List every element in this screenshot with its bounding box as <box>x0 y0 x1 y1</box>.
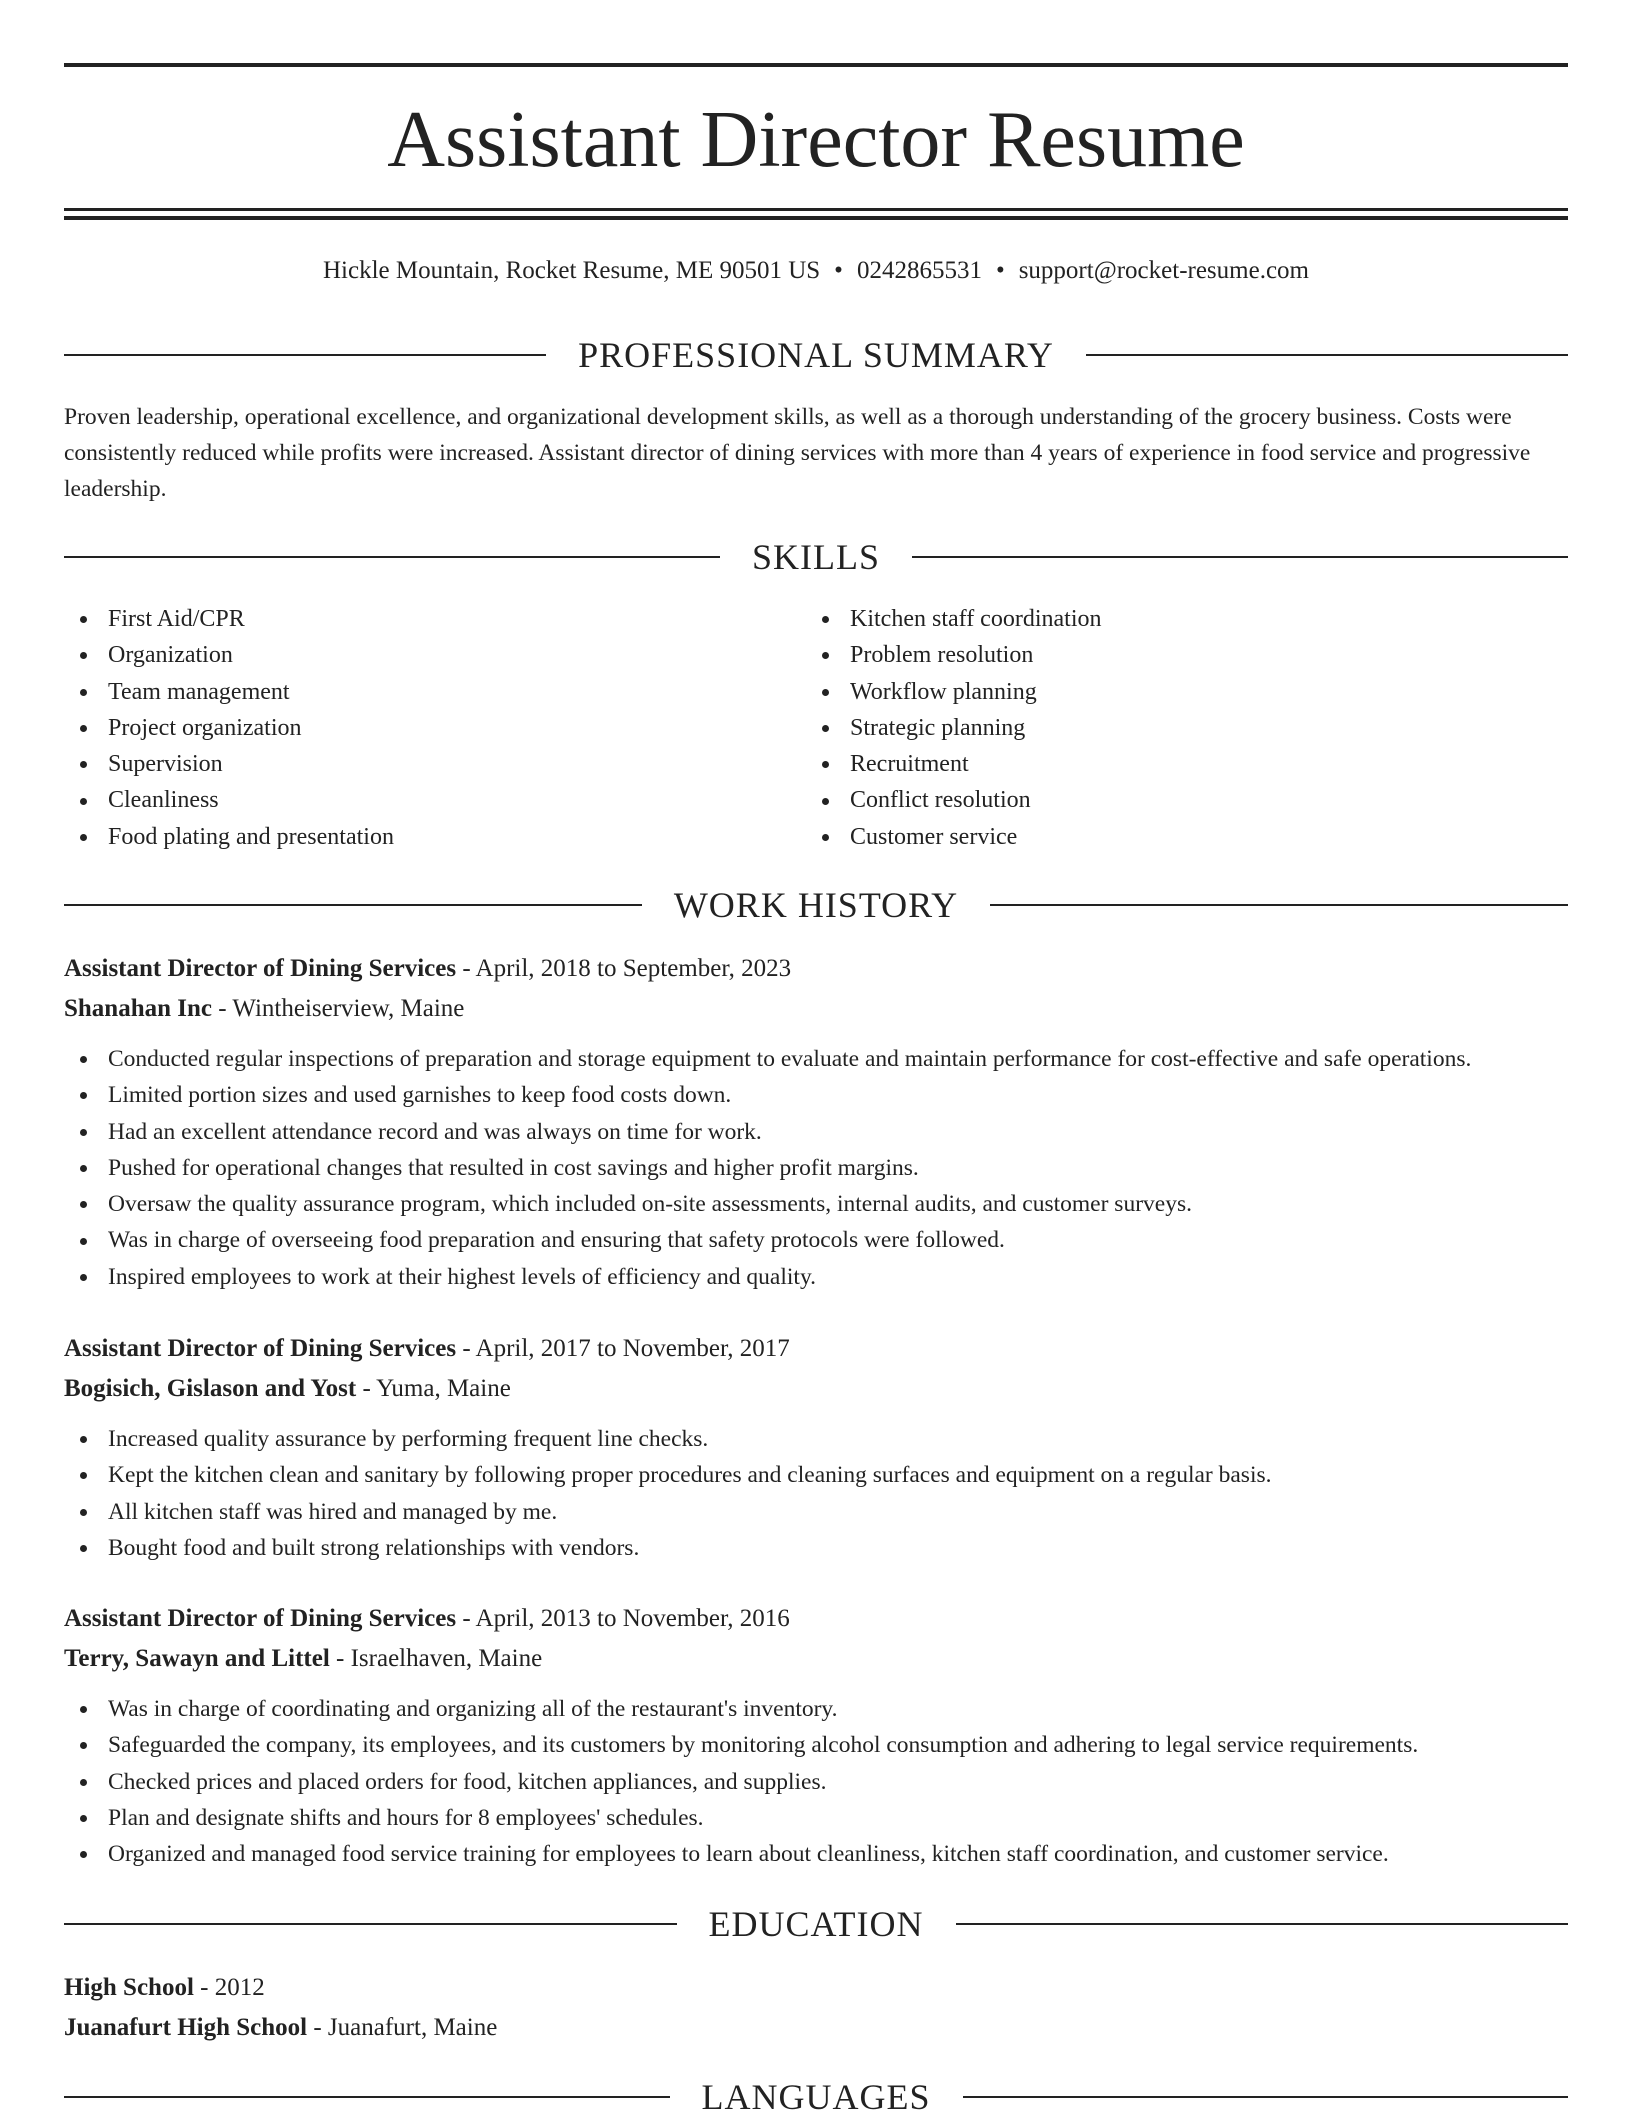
title-divider-lower <box>64 216 1568 220</box>
job-title: Assistant Director of Dining Services <box>64 955 457 982</box>
job-bullet: Checked prices and placed orders for food, kitchen appliances, and supplies. <box>64 1764 1568 1800</box>
job-bullet: Pushed for operational changes that resulted in cost savings and higher profit margins. <box>64 1150 1568 1186</box>
job-bullet: Bought food and built strong relationships with vendors. <box>64 1530 1568 1566</box>
job-location: - Yuma, Maine <box>362 1375 511 1402</box>
header-rule-left <box>64 2096 670 2098</box>
skill-item: Project organization <box>64 710 764 746</box>
contact-address: Hickle Mountain, Rocket Resume, ME 90501 US <box>323 257 821 284</box>
job-bullet: Safeguarded the company, its employees, and its customers by monitoring alcohol consumption and adhering to legal service requirements. <box>64 1727 1568 1763</box>
job-company: Terry, Sawayn and Littel <box>64 1645 330 1672</box>
job-title: Assistant Director of Dining Services <box>64 1335 457 1362</box>
education-school-line <box>64 2008 1568 2048</box>
job-bullet: Organized and managed food service training for employees to learn about cleanliness, kitchen staff coordination, and customer service. <box>64 1836 1568 1872</box>
skill-item: Food plating and presentation <box>64 819 764 855</box>
job-bullet: Had an excellent attendance record and was always on time for work. <box>64 1114 1568 1150</box>
job-bullet: Plan and designate shifts and hours for 8 employees' schedules. <box>64 1800 1568 1836</box>
header-rule-left <box>64 1923 677 1925</box>
job-company-line <box>64 1369 1568 1409</box>
header-rule-left <box>64 556 720 558</box>
resume-title: Assistant Director Resume <box>387 96 1245 184</box>
job-bullet: Was in charge of overseeing food preparation and ensuring that safety protocols were followed. <box>64 1222 1568 1258</box>
job-title-line <box>64 1329 1568 1369</box>
skills-list-right <box>806 601 1506 855</box>
education-degree: High School <box>64 1974 194 2001</box>
header-rule-right <box>990 904 1568 906</box>
job-bullets <box>64 1041 1568 1295</box>
skill-item: Organization <box>64 637 764 673</box>
section-header-skills <box>64 532 1568 582</box>
header-rule-right <box>956 1923 1569 1925</box>
job-company: Shanahan Inc <box>64 995 212 1022</box>
section-title-education: EDUCATION <box>708 1904 924 1944</box>
skill-item: First Aid/CPR <box>64 601 764 637</box>
skill-item: Kitchen staff coordination <box>806 601 1506 637</box>
job-dates: - April, 2013 to November, 2016 <box>462 1605 790 1632</box>
job-title: Assistant Director of Dining Services <box>64 1605 457 1632</box>
job-bullet: Oversaw the quality assurance program, which included on-site assessments, internal audits, and customer surveys. <box>64 1186 1568 1222</box>
job-title-line <box>64 1599 1568 1639</box>
skill-item: Cleanliness <box>64 782 764 818</box>
job-location: - Israelhaven, Maine <box>336 1645 543 1672</box>
education-year: - 2012 <box>200 1974 265 2001</box>
job-entry <box>64 1329 1568 1566</box>
job-entry <box>64 949 1568 1295</box>
header-rule-right <box>912 556 1568 558</box>
section-title-work: WORK HISTORY <box>673 885 959 925</box>
skill-item: Team management <box>64 674 764 710</box>
job-bullets <box>64 1691 1568 1872</box>
job-location: - Wintheiserview, Maine <box>218 995 465 1022</box>
section-header-education <box>64 1899 1568 1949</box>
title-divider-upper <box>64 208 1568 211</box>
section-title-skills: SKILLS <box>752 537 881 577</box>
header-rule-left <box>64 904 642 906</box>
header-rule-right <box>1086 354 1568 356</box>
contact-separator: • <box>834 257 843 284</box>
section-header-work <box>64 880 1568 930</box>
job-bullet: Was in charge of coordinating and organizing all of the restaurant's inventory. <box>64 1691 1568 1727</box>
skill-item: Supervision <box>64 746 764 782</box>
job-bullet: Increased quality assurance by performing frequent line checks. <box>64 1421 1568 1457</box>
contact-email: support@rocket-resume.com <box>1018 257 1309 284</box>
skills-list-left <box>64 601 764 855</box>
contact-separator: • <box>995 257 1005 284</box>
skill-item: Customer service <box>806 819 1506 855</box>
contact-line <box>64 253 1568 289</box>
job-bullet: Inspired employees to work at their highest levels of efficiency and quality. <box>64 1259 1568 1295</box>
contact-phone: 0242865531 <box>856 257 982 284</box>
job-bullet: Conducted regular inspections of preparation and storage equipment to evaluate and maintain performance for cost-effective and safe operations. <box>64 1041 1568 1077</box>
education-school: Juanafurt High School <box>64 2014 308 2041</box>
section-header-summary <box>64 330 1568 380</box>
skill-item: Workflow planning <box>806 674 1506 710</box>
education-location: - Juanafurt, Maine <box>313 2014 498 2041</box>
job-bullet: All kitchen staff was hired and managed by me. <box>64 1494 1568 1530</box>
job-company-line <box>64 989 1568 1029</box>
section-title-languages: LANGUAGES <box>701 2077 931 2117</box>
job-bullet: Kept the kitchen clean and sanitary by following proper procedures and cleaning surfaces and equipment on a regular basis. <box>64 1457 1568 1493</box>
job-dates: - April, 2017 to November, 2017 <box>462 1335 790 1362</box>
header-rule-right <box>963 2096 1569 2098</box>
job-bullet: Limited portion sizes and used garnishes to keep food costs down. <box>64 1077 1568 1113</box>
section-title-summary: PROFESSIONAL SUMMARY <box>578 335 1054 375</box>
job-title-line <box>64 949 1568 989</box>
skill-item: Problem resolution <box>806 637 1506 673</box>
skill-item: Recruitment <box>806 746 1506 782</box>
job-bullets <box>64 1421 1568 1566</box>
summary-text: Proven leadership, operational excellence, and organizational development skills, as well as a thorough understanding of the grocery business. Costs were consistently reduced while profits were increased. Assistant director of dining services with more than 4 years of experience in food service and progressive leadership. <box>64 404 1531 502</box>
job-company: Bogisich, Gislason and Yost <box>64 1375 357 1402</box>
education-entry <box>64 1968 1568 2048</box>
job-company-line <box>64 1639 1568 1679</box>
education-degree-line <box>64 1968 1568 2008</box>
job-dates: - April, 2018 to September, 2023 <box>462 955 792 982</box>
skill-item: Conflict resolution <box>806 782 1506 818</box>
top-rule <box>64 63 1568 67</box>
job-entry <box>64 1599 1568 1872</box>
skill-item: Strategic planning <box>806 710 1506 746</box>
section-header-languages <box>64 2072 1568 2122</box>
header-rule-left <box>64 354 546 356</box>
